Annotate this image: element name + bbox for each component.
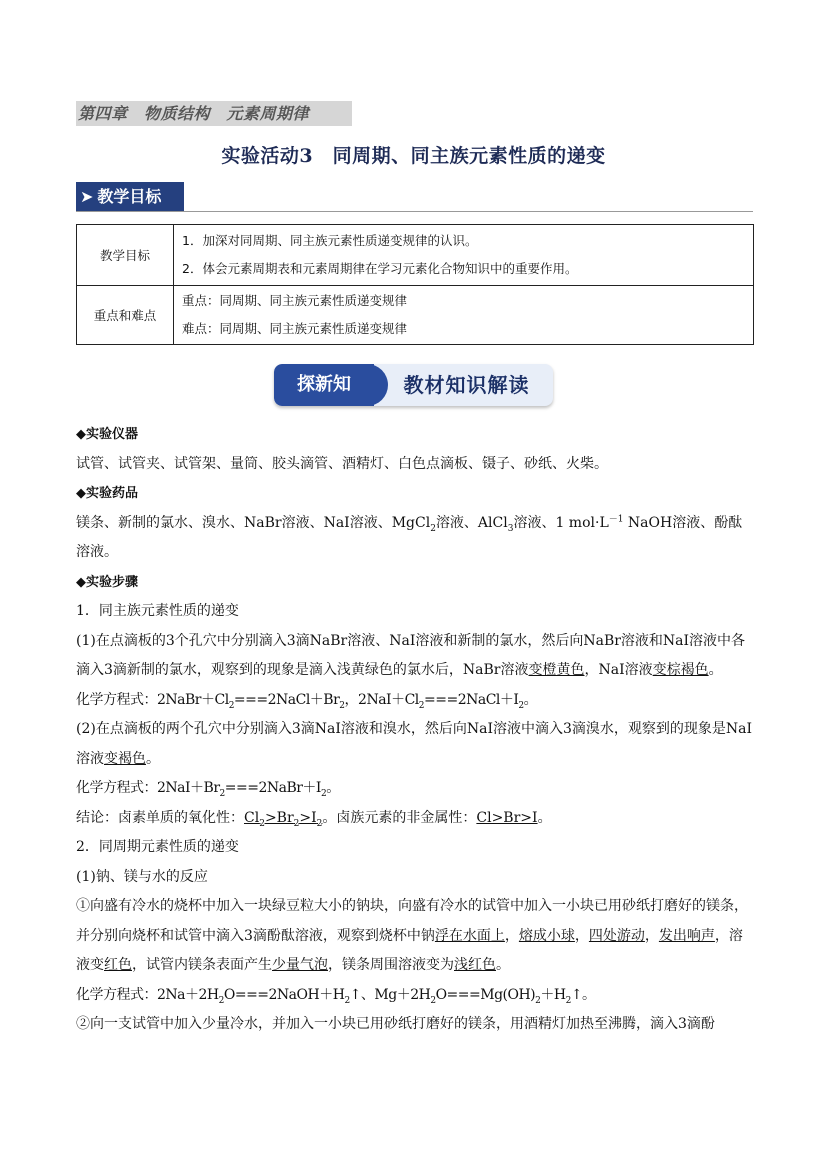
- difficulty-line: 难点：同周期、同主族元素性质递变规律: [182, 321, 408, 336]
- conclusion: 结论：卤素单质的氧化性：$Cl_2>Br_2>I_2$。卤族元素的非金属性：Cl>Br>I。: [76, 809, 552, 829]
- main-content: [76, 420, 754, 1040]
- step2-text-b: ②向一支试管中加入少量冷水，并加入一小块已用砂纸打磨好的镁条，用酒精灯加热至沸腾，滴入3滴酚: [76, 1016, 715, 1032]
- step1-text-b: (2)在点滴板的两个孔穴中分别滴入3滴NaI溶液和溴水，然后向NaI溶液中滴入3滴溴水，观察到的现象是NaI溶液变褐色。: [76, 721, 753, 767]
- objectives-banner-label: 教学目标: [97, 187, 162, 206]
- table-row: [77, 286, 754, 345]
- divider: [76, 211, 753, 212]
- chapter-heading: 第四章 物质结构 元素周期律: [76, 101, 352, 126]
- table-header-objectives: 教学目标: [77, 225, 174, 286]
- key-point-line: 重点：同周期、同主族元素性质递变规律: [182, 293, 408, 308]
- step2-title: 2．同周期元素性质的递变: [76, 839, 239, 855]
- section-tag: [274, 364, 553, 406]
- reagents-text: 镁条、新制的氯水、溴水、NaBr溶液、NaI溶液、MgCl$_2$溶液、AlCl$_3$溶液、1 $mol\cdot L^{-1}$ NaOH溶液、酚酞溶液。: [76, 513, 743, 560]
- instruments-heading: ◆实验仪器: [76, 427, 138, 442]
- reagents-heading: ◆实验药品: [76, 486, 138, 501]
- objective-line-1: 1．加深对同周期、同主族元素性质递变规律的认识。: [182, 233, 478, 248]
- steps-heading: ◆实验步骤: [76, 574, 138, 590]
- table-cell: [174, 225, 754, 286]
- section-tag-left: 探新知: [274, 364, 374, 406]
- step1-title: 1．同主族元素性质的递变: [76, 603, 239, 619]
- step2-text-a: ①向盛有冷水的烧杯中加入一块绿豆粒大小的钠块，向盛有冷水的试管中加入一小块已用砂纸打磨好的镁条，并分别向烧杯和试管中滴入3滴酚酞溶液，观察到烧杯中钠浮在水面上，熔成小球，四处游动，发出响声，溶液变红色，试管内镁条表面产生少量气泡，镁条周围溶液变为浅红色。: [76, 898, 748, 973]
- objectives-table: [76, 224, 754, 345]
- equation-1: 化学方程式：$2NaBr+Cl_2===2NaCl+Br_2$，$2NaI+Cl_2===2NaCl+I_2$。: [76, 691, 538, 711]
- table-cell: [174, 286, 754, 345]
- arrow-icon: ➤: [80, 187, 94, 206]
- page-title: 实验活动3 同周期、同主族元素性质的递变: [221, 145, 606, 167]
- instruments-text: 试管、试管夹、试管架、量筒、胶头滴管、酒精灯、白色点滴板、镊子、砂纸、火柴。: [76, 455, 608, 472]
- step2-subtitle: (1)钠、镁与水的反应: [76, 868, 208, 885]
- objectives-banner: [76, 182, 184, 212]
- equation-2: 化学方程式：$2NaI+Br_2===2NaBr+I_2$。: [76, 780, 340, 799]
- objective-line-2: 2．体会元素周期表和元素周期律在学习元素化合物知识中的重要作用。: [182, 261, 578, 276]
- table-row: [77, 225, 754, 286]
- table-header-key-points: 重点和难点: [77, 286, 174, 345]
- equation-3: 化学方程式：$2Na+2H_2O===2NaOH+H_2↑$、$Mg+2H_2O===Mg(OH)_2+H_2↑$。: [76, 986, 596, 1006]
- section-tag-right: 教材知识解读: [403, 373, 530, 397]
- step1-text-a: (1)在点滴板的3个孔穴中分别滴入3滴NaBr溶液、NaI溶液和新制的氯水，然后向NaBr溶液和NaI溶液中各滴入3滴新制的氯水，观察到的现象是滴入浅黄绿色的氯水后，NaBr溶液变橙黄色，NaI溶液变棕褐色。: [76, 632, 746, 678]
